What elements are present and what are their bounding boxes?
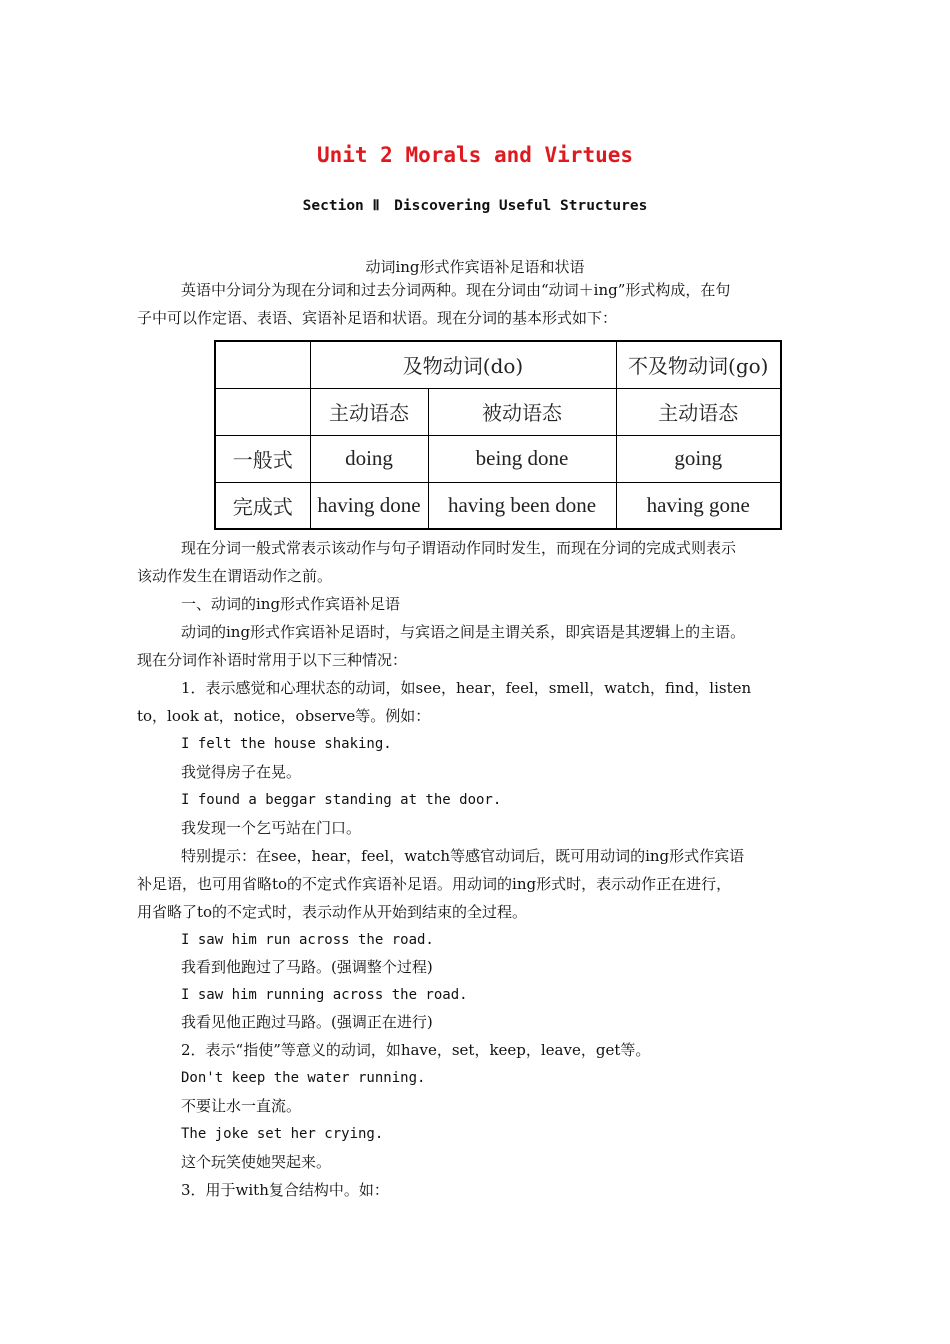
table-blank-cell xyxy=(215,388,310,435)
example-english: I saw him run across the road. xyxy=(181,932,434,948)
header-intransitive: 不及物动词(go) xyxy=(616,341,781,388)
example-chinese: 我发现一个乞丐站在门口。 xyxy=(181,819,362,837)
tip-line-1: 特别提示：在see，hear，feel，watch等感官动词后，既可用动词的ing形式作宾语 xyxy=(181,847,745,865)
participle-forms-table xyxy=(214,340,782,530)
table-cell: having gone xyxy=(616,482,781,529)
table-cell: going xyxy=(616,435,781,482)
table-cell: being done xyxy=(428,435,616,482)
list-item-3: 3．用于with复合结构中。如： xyxy=(181,1181,389,1199)
section-subtitle: Section Ⅱ Discovering Useful Structures xyxy=(302,198,648,214)
paragraph-line: 动词的ing形式作宾语补足语时，与宾语之间是主谓关系，即宾语是其逻辑上的主语。 xyxy=(181,623,746,641)
header-passive-voice: 被动语态 xyxy=(428,388,616,435)
example-chinese: 我看到他跑过了马路。(强调整个过程) xyxy=(181,958,433,976)
tip-line-2: 补足语，也可用省略to的不定式作宾语补足语。用动词的ing形式时，表示动作正在进行， xyxy=(137,875,732,893)
header-transitive: 及物动词(do) xyxy=(310,341,616,388)
row-label-perfect: 完成式 xyxy=(215,482,310,529)
example-english: I felt the house shaking. xyxy=(181,736,392,752)
table-cell: having done xyxy=(310,482,428,529)
example-english: I saw him running across the road. xyxy=(181,987,468,1003)
intro-line-1: 英语中分词分为现在分词和过去分词两种。现在分词由“动词＋ing”形式构成，在句 xyxy=(181,281,731,299)
table-corner-cell xyxy=(215,341,310,388)
example-english: Don't keep the water running. xyxy=(181,1070,426,1086)
paragraph-line: 现在分词作补语时常用于以下三种情况： xyxy=(137,651,408,669)
row-label-simple: 一般式 xyxy=(215,435,310,482)
example-english: I found a beggar standing at the door. xyxy=(181,792,502,808)
paragraph-line: 该动作发生在谓语动作之前。 xyxy=(137,567,333,585)
table-cell: having been done xyxy=(428,482,616,529)
tip-line-3: 用省略了to的不定式时，表示动作从开始到结束的全过程。 xyxy=(137,903,528,921)
list-item-2: 2．表示“指使”等意义的动词，如have，set，keep，leave，get等。 xyxy=(181,1041,651,1059)
paragraph-line: 现在分词一般式常表示该动作与句子谓语动作同时发生，而现在分词的完成式则表示 xyxy=(181,539,737,557)
unit-title: Unit 2 Morals and Virtues xyxy=(316,143,634,167)
example-chinese: 这个玩笑使她哭起来。 xyxy=(181,1153,332,1171)
header-active-voice-2: 主动语态 xyxy=(616,388,781,435)
topic-heading: 动词ing形式作宾语补足语和状语 xyxy=(365,258,585,276)
list-item-1-cont: to，look at，notice，observe等。例如： xyxy=(137,707,431,725)
example-chinese: 我觉得房子在晃。 xyxy=(181,763,302,781)
list-item-1: 1．表示感觉和心理状态的动词，如see，hear，feel，smell，watch，find，listen xyxy=(181,679,752,697)
table-cell: doing xyxy=(310,435,428,482)
example-chinese: 我看见他正跑过马路。(强调正在进行) xyxy=(181,1013,433,1031)
example-chinese: 不要让水一直流。 xyxy=(181,1097,302,1115)
header-active-voice: 主动语态 xyxy=(310,388,428,435)
intro-line-2: 子中可以作定语、表语、宾语补足语和状语。现在分词的基本形式如下： xyxy=(137,309,618,327)
example-english: The joke set her crying. xyxy=(181,1126,384,1142)
section-heading-1: 一、动词的ing形式作宾语补足语 xyxy=(181,595,401,613)
